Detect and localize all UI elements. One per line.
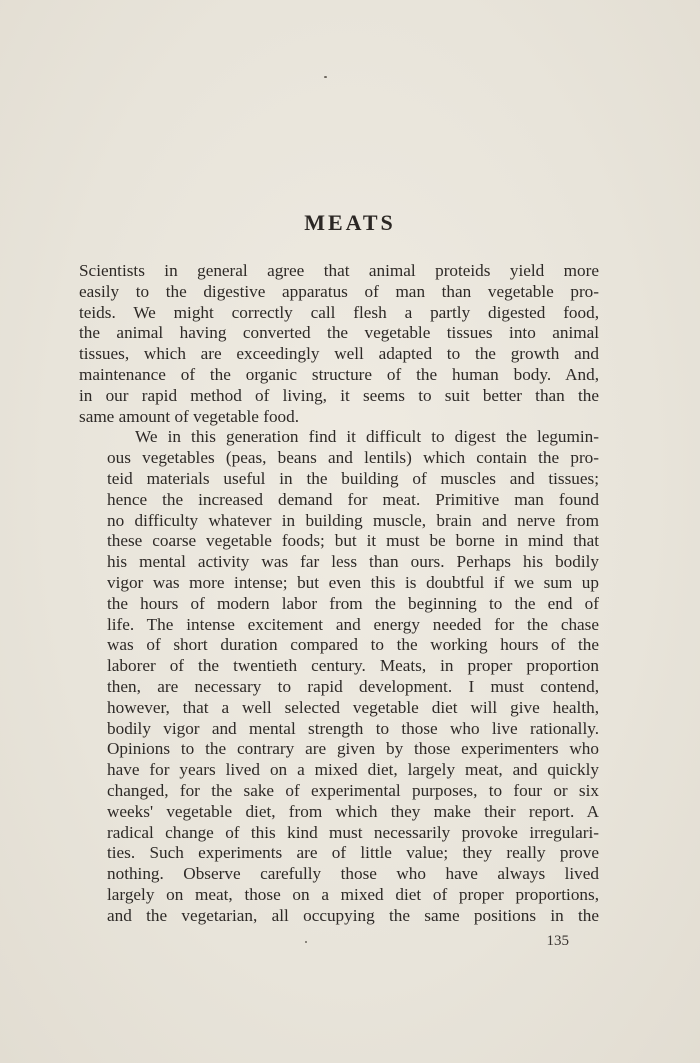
- text-line: We in this generation find it difficult to digest the legumin-: [135, 427, 599, 447]
- text-line: weeks' vegetable diet, from which they make their report. A: [107, 801, 599, 821]
- text-line: have for years lived on a mixed diet, largely meat, and quickly: [107, 760, 599, 780]
- text-line: his mental activity was far less than ours. Perhaps his bodily: [107, 552, 599, 572]
- text-line: however, that a well selected vegetable diet will give health,: [107, 697, 599, 717]
- text-line: bodily vigor and mental strength to those who live rationally.: [107, 718, 599, 738]
- text-line: largely on meat, those on a mixed diet of proper proportions,: [107, 884, 599, 904]
- text-line: was of short duration compared to the working hours of the: [107, 635, 599, 655]
- ink-speck: [305, 941, 307, 943]
- ink-speck: [324, 76, 327, 78]
- text-line: easily to the digestive apparatus of man than vegetable pro-: [79, 281, 599, 301]
- text-line: laborer of the twentieth century. Meats, in proper proportion: [107, 656, 599, 676]
- body-text: [79, 261, 599, 927]
- text-line: vigor was more intense; but even this is doubtful if we sum up: [107, 572, 599, 592]
- text-line: maintenance of the organic structure of the human body. And,: [79, 364, 599, 384]
- text-line: the hours of modern labor from the beginning to the end of: [107, 593, 599, 613]
- text-line: radical change of this kind must necessarily provoke irregulari-: [107, 822, 599, 842]
- text-line: ous vegetables (peas, beans and lentils) which contain the pro-: [107, 448, 599, 468]
- text-line: life. The intense excitement and energy needed for the chase: [107, 614, 599, 634]
- text-line: then, are necessary to rapid development. I must contend,: [107, 676, 599, 696]
- text-line: no difficulty whatever in building muscle, brain and nerve from: [107, 510, 599, 530]
- text-line: teids. We might correctly call flesh a partly digested food,: [79, 302, 599, 322]
- paragraph-1: [79, 261, 599, 427]
- text-line: Opinions to the contrary are given by those experimenters who: [107, 739, 599, 759]
- text-line: changed, for the sake of experimental purposes, to four or six: [107, 780, 599, 800]
- text-line: same amount of vegetable food.: [79, 406, 300, 426]
- paragraph-2: [79, 427, 599, 926]
- page-number: 135: [546, 933, 569, 949]
- text-line: nothing. Observe carefully those who have always lived: [107, 864, 599, 884]
- text-line: in our rapid method of living, it seems to suit better than the: [79, 385, 599, 405]
- text-line: Scientists in general agree that animal proteids yield more: [79, 261, 599, 280]
- text-line: the animal having converted the vegetable tissues into animal: [79, 323, 599, 343]
- chapter-title: MEATS: [304, 210, 396, 235]
- text-line: these coarse vegetable foods; but it must be borne in mind that: [107, 531, 599, 551]
- text-line: tissues, which are exceedingly well adapted to the growth and: [79, 344, 599, 364]
- text-line: hence the increased demand for meat. Primitive man found: [107, 489, 599, 509]
- text-line: ties. Such experiments are of little value; they really prove: [107, 843, 599, 863]
- text-line: and the vegetarian, all occupying the same positions in the: [107, 905, 599, 925]
- text-line: teid materials useful in the building of muscles and tissues;: [107, 468, 599, 488]
